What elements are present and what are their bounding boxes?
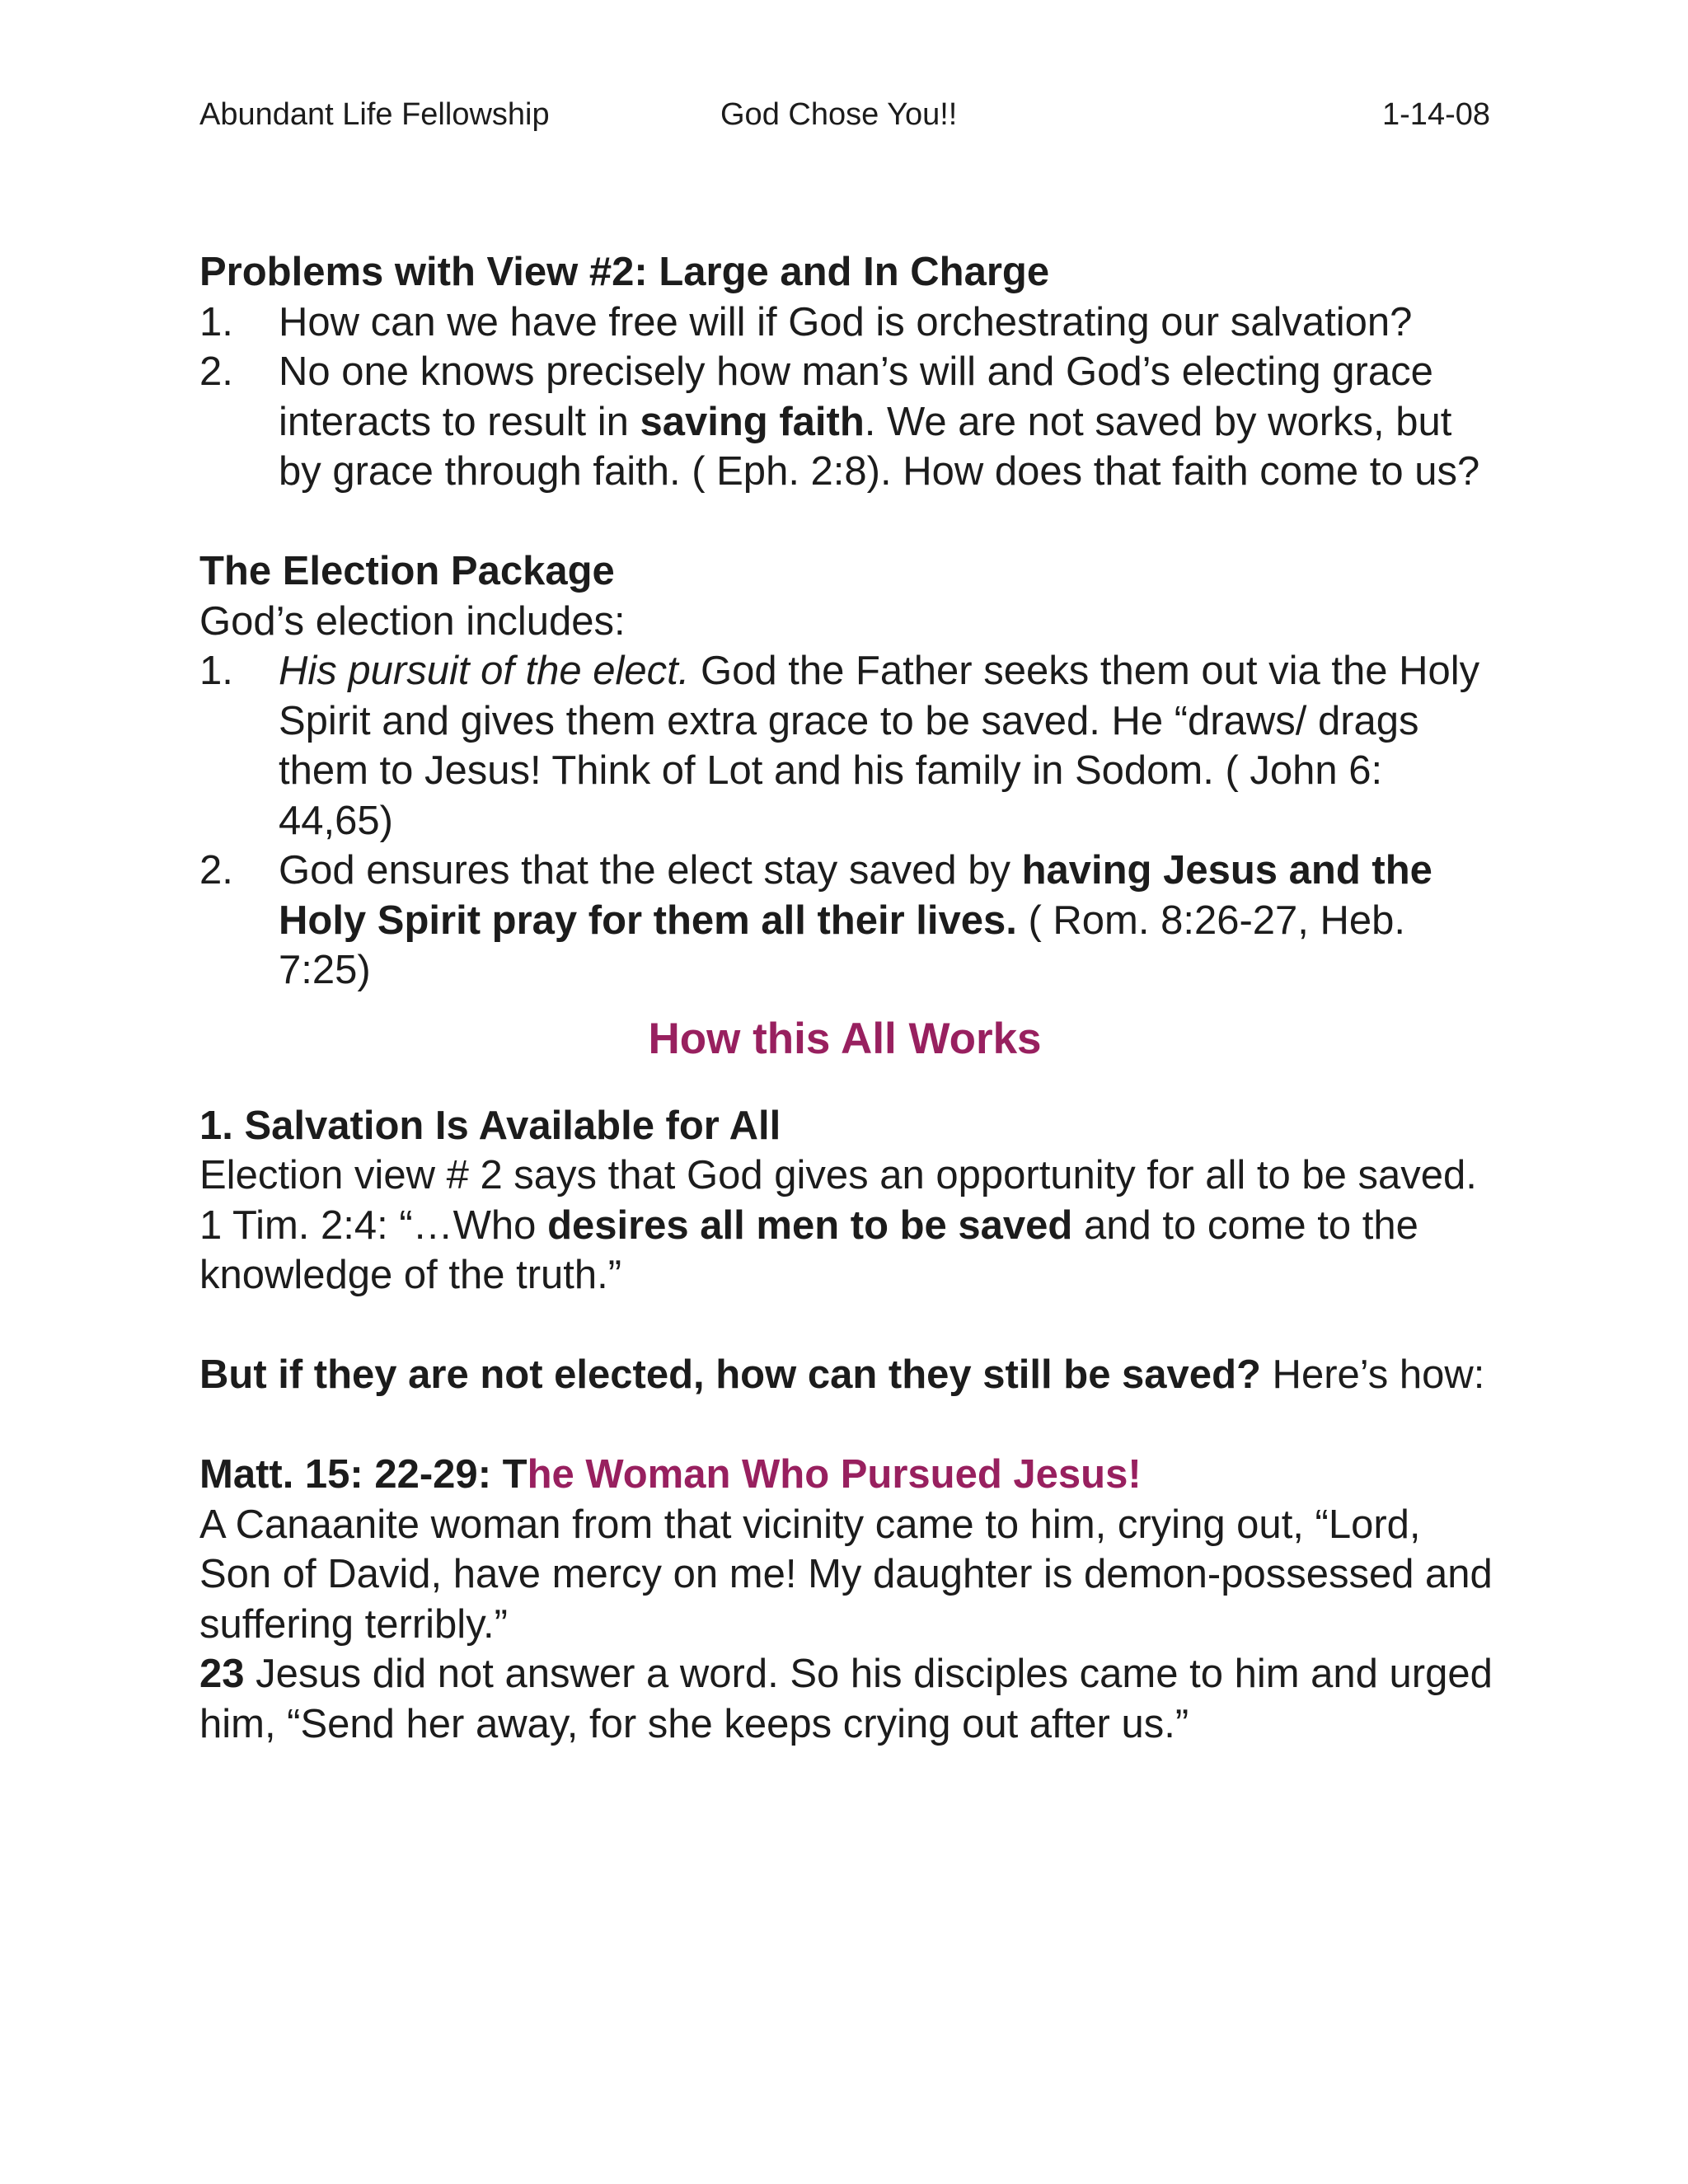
list-text: God the Father seeks them out via the Holy Spirit and gives them extra grace to be saved. He “draws/ drags them to Jesus! Think of Lot and his family in Sodom. ( John 6: 44,65) (279, 649, 1480, 843)
section-title: How this All Works (648, 1014, 1042, 1063)
story-title: he Woman Who Pursued Jesus! (527, 1452, 1142, 1497)
question-text: But if they are not elected, how can they still be saved? (199, 1352, 1261, 1397)
matthew-heading (199, 1450, 1502, 1500)
page-header (199, 97, 1490, 138)
list-text: How can we have free will if God is orchestrating our salvation? (279, 299, 1413, 344)
election-intro: God’s election includes: (199, 598, 626, 644)
list-text: . We are not saved by works, but by grace through faith. ( Eph. 2:8). How does that faith come to us? (279, 399, 1480, 494)
problems-list (199, 298, 1502, 497)
scripture-paragraph: A Canaanite woman from that vicinity came to him, crying out, “Lord, Son of David, have mercy on me! My daughter is demon-possessed and suffering terribly.” (199, 1502, 1493, 1647)
emphasis-text: having Jesus and the Holy Spirit pray for them all their lives. (279, 848, 1432, 943)
question-paragraph (199, 1350, 1502, 1400)
list-text: God ensures that the elect stay saved by (279, 848, 1022, 893)
emphasis-text: desires all men to be saved (547, 1202, 1073, 1248)
list-number: 2. (199, 349, 233, 394)
election-heading: The Election Package (199, 549, 615, 593)
document-body (199, 247, 1502, 1749)
verse-number: 23 (199, 1652, 245, 1696)
matthew-section (199, 1450, 1502, 1749)
salvation-text: Election view # 2 says that God gives an opportunity for all to be saved. (199, 1153, 1477, 1197)
verse-quote (199, 1201, 1502, 1301)
list-item (199, 298, 1502, 348)
header-title: God Chose You!! (720, 97, 958, 132)
question-answer: Here’s how: (1260, 1352, 1485, 1397)
list-text: No one knows precisely how man’s will and God’s electing grace interacts to result in (279, 349, 1433, 444)
list-number: 1. (199, 649, 233, 693)
election-section (199, 546, 1502, 996)
problems-heading: Problems with View #2: Large and In Charge (199, 250, 1050, 294)
list-item (199, 646, 1502, 846)
list-text: ( Rom. 8:26-27, Heb. 7:25) (279, 898, 1406, 992)
salvation-heading: 1. Salvation Is Available for All (199, 1103, 781, 1148)
italic-text: His pursuit of the elect. (279, 649, 690, 693)
header-date: 1-14-08 (1382, 97, 1490, 132)
scripture-text: Jesus did not answer a word. So his disciples came to him and urged him, “Send her away, for she keeps crying out after us.” (199, 1652, 1493, 1746)
problems-section (199, 247, 1502, 497)
scripture-reference: Matt. 15: 22-29: T (199, 1452, 528, 1497)
list-item (199, 347, 1502, 497)
scripture-paragraph (199, 1649, 1502, 1749)
verse-text: and to come to the knowledge of the truth.” (199, 1202, 1418, 1297)
salvation-section (199, 1101, 1502, 1301)
list-item (199, 846, 1502, 996)
header-organization: Abundant Life Fellowship (199, 97, 550, 132)
verse-text: 1 Tim. 2:4: “…Who (199, 1202, 548, 1248)
election-list (199, 646, 1502, 996)
list-number: 2. (199, 848, 233, 893)
list-number: 1. (199, 299, 233, 344)
emphasis-text: saving faith (640, 399, 865, 444)
